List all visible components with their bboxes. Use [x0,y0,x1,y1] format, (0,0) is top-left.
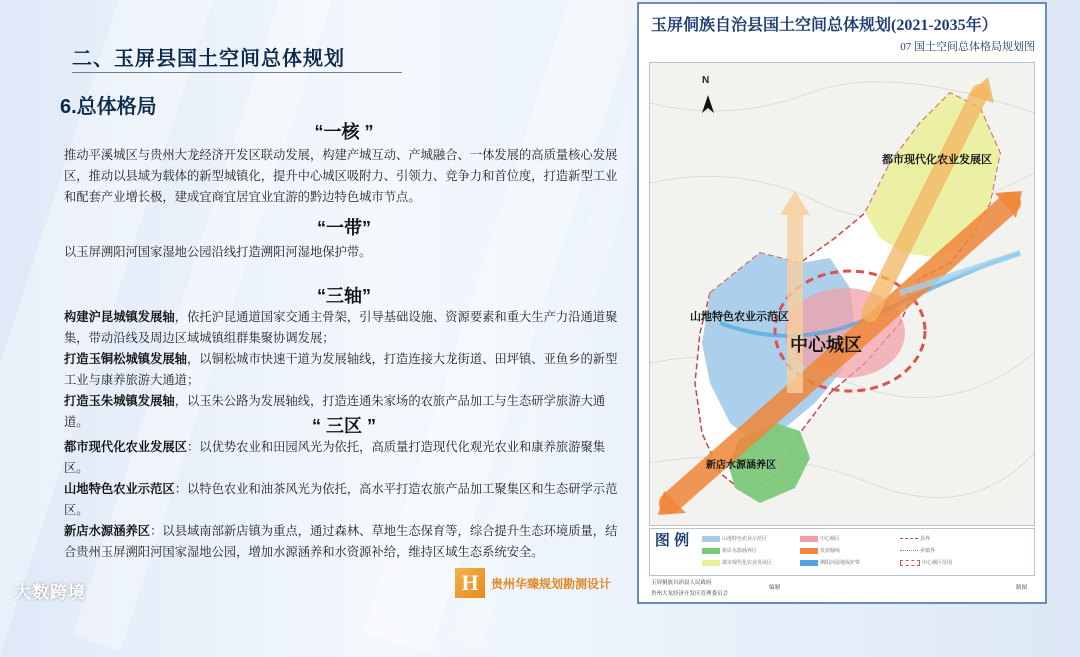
zone-text: ：以特色农业和油茶风光为依托，高水平打造农旅产品加工聚集区和生态研学示范区。 [64,482,618,517]
heading-axes: “三轴” [317,286,371,306]
axis-lead: 打造玉铜松城镇发展轴 [64,352,187,366]
legend-item: 中心城区 [800,535,840,542]
heading-core: “一核 ” [314,122,374,142]
north-arrow-label: N [702,75,710,86]
title-divider [72,72,402,73]
watermark-left-text: 大数跨境 [14,583,86,602]
footer-org-2: 贵州大龙经济开发区管理委员会 [651,591,729,597]
watermark-right [455,568,611,598]
map-title: 玉屏侗族自治县国土空间总体规划(2021-2035年） [651,17,998,34]
map-canvas [649,62,1035,526]
legend-item: 山地特色农业示范区 [702,535,767,542]
zone-item [64,521,624,563]
zones-paragraph [64,437,624,563]
map-subtitle: 07 国土空间总体格局规划图 [900,41,1035,53]
label-mountain: 山地特色农业示范区 [690,311,789,323]
planning-map-panel [637,2,1047,604]
map-footer [649,576,1033,600]
legend-item: 中心城区范围 [900,559,952,566]
legend-item: 溯阳河湿地保护带 [800,559,860,566]
watermark-left [14,578,86,603]
label-water: 新店水源涵养区 [706,460,776,471]
zone-text: ：以县域南部新店镇为重点，通过森林、草地生态保育等，综合提升生态环境质量，结合贵州玉屏溯阳河国家湿地公园，增加水源涵养和水资源补给，维持区域生态系统安全。 [64,524,618,559]
axis-text: ，以铜松城市快速干道为发展轴线，打造连接大龙街道、田坪镇、亚鱼乡的新型工业与康养旅游大通道； [64,352,618,387]
company-name: 贵州华臻规划勘测设计 [491,576,612,591]
label-center: 中心城区 [790,335,862,355]
belt-paragraph: 以玉屏溯阳河国家湿地公园沿线打造溯阳河湿地保护带。 [64,245,372,259]
zone-lead: 新店水源涵养区 [64,524,151,538]
legend-title: 图 例 [654,532,690,549]
axis-lead: 构建沪昆城镇发展轴 [64,310,175,324]
zone-lead: 都市现代化农业发展区 [64,440,187,454]
section-title: 二、玉屏县国土空间总体规划 [72,48,345,70]
heading-belt: “一带” [317,218,371,238]
legend-item: 都市现代化农业发展区 [702,559,772,566]
axis-text: ，以玉朱公路为发展轴线，打造连通朱家场的农旅产品加工与生态研学旅游大通道。 [64,394,606,429]
axis-text: ，依托沪昆通道国家交通主骨架，引导基础设施、资源要素和重大生产力沿通道聚集，带动沿线及周边区域城镇组群集聚协调发展； [64,310,618,345]
sub-title: 6.总体格局 [60,96,157,118]
axis-item [64,349,624,391]
zone-item [64,479,624,521]
footer-edit: 编制 [769,585,781,591]
core-paragraph: 推动平溪城区与贵州大龙经济开发区联动发展，构建产城互动、产城融合、一体发展的高质量核心发展区，推动以县域为载体的新型城镇化，提升中心城区吸附力、引领力、竞争力和首位度，打造新型工业和配套产业增长极，建成宜商宜居宜业宜游的黔边特色城市节点。 [64,148,618,204]
legend-item: 发展轴线 [800,547,840,554]
axis-lead: 打造玉朱城镇发展轴 [64,394,175,408]
footer-draw: 制图 [1015,585,1027,591]
legend-item: 新店水源涵养区 [702,547,757,554]
footer-org: 玉屏侗族自治县人民政府 [651,580,712,586]
legend-item: 县界 [900,535,930,542]
heading-zones: “ 三区 ” [311,416,376,436]
legend-item: 乡镇界 [900,547,935,554]
axis-item [64,307,624,349]
map-legend [649,528,1035,576]
label-agri-urban: 都市现代化农业发展区 [882,154,992,166]
company-logo-icon: H [455,568,485,598]
zone-text: ：以优势农业和田园风光为依托，高质量打造现代化观光农业和康养旅游聚集区。 [64,440,606,475]
zone-lead: 山地特色农业示范区 [64,482,175,496]
map-header [639,4,1045,56]
zone-item [64,437,624,479]
